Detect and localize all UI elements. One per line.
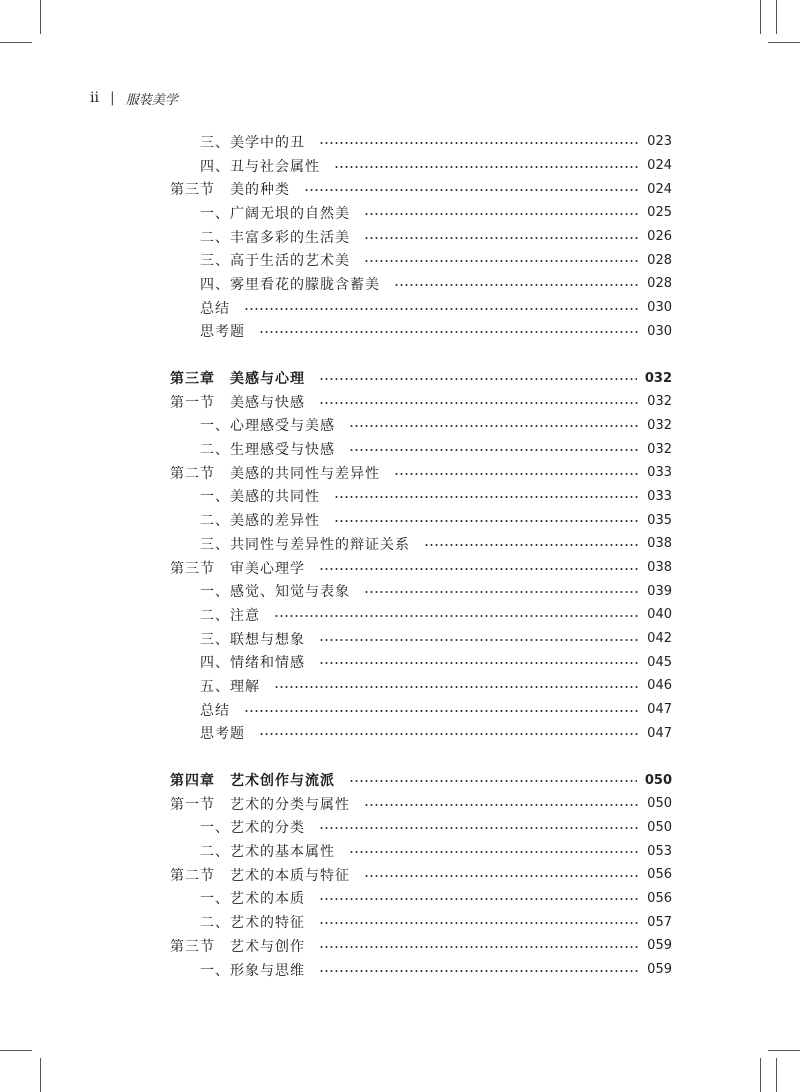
- toc-entry-title: 一、广阔无垠的自然美: [200, 205, 350, 222]
- dot-leader: [424, 544, 639, 546]
- toc-subsection-entry[interactable]: [170, 958, 672, 982]
- dot-leader: [319, 946, 639, 948]
- dot-leader: [349, 449, 639, 451]
- toc-subsection-entry[interactable]: [170, 485, 672, 509]
- dot-leader: [319, 898, 639, 900]
- dot-leader: [319, 142, 639, 144]
- toc-page-number: 032: [647, 441, 672, 457]
- toc-page-number: 047: [647, 725, 672, 741]
- toc-entry-title: 第三节 审美心理学: [170, 560, 305, 577]
- dot-leader: [319, 970, 639, 972]
- toc-entry-title: 思考题: [200, 324, 245, 341]
- toc-page-number: 053: [647, 843, 672, 859]
- dot-leader: [259, 331, 639, 333]
- toc-chapter-entry[interactable]: [170, 366, 672, 390]
- toc-section-entry[interactable]: [170, 556, 672, 580]
- toc-entry-title: 一、艺术的分类: [200, 820, 305, 837]
- dot-leader: [364, 213, 639, 215]
- toc-subsection-entry[interactable]: [170, 437, 672, 461]
- toc-entry-title: 一、感觉、知觉与表象: [200, 584, 350, 601]
- header-separator: |: [109, 90, 115, 106]
- toc-page-number: 032: [644, 370, 672, 386]
- crop-mark: [40, 1058, 41, 1092]
- dot-leader: [364, 591, 639, 593]
- toc-entry-title: 第四章 艺术创作与流派: [170, 773, 335, 790]
- toc-page-number: 057: [647, 914, 672, 930]
- table-of-contents: [170, 130, 672, 981]
- running-header: [90, 88, 178, 108]
- toc-chapter-entry[interactable]: [170, 768, 672, 792]
- toc-entry-title: 四、情绪和情感: [200, 655, 305, 672]
- dot-leader: [274, 686, 639, 688]
- toc-subsection-entry[interactable]: [170, 887, 672, 911]
- toc-page-number: 050: [644, 772, 672, 788]
- toc-entry-title: 三、联想与想象: [200, 631, 305, 648]
- toc-subsection-entry[interactable]: [170, 674, 672, 698]
- crop-mark: [768, 1050, 800, 1051]
- dot-leader: [274, 615, 639, 617]
- toc-entry-title: 三、高于生活的艺术美: [200, 253, 350, 270]
- toc-page-number: 046: [647, 678, 672, 694]
- toc-page-number: 047: [647, 702, 672, 718]
- toc-entry-title: 第一节 艺术的分类与属性: [170, 796, 350, 813]
- toc-subsection-entry[interactable]: [170, 627, 672, 651]
- toc-subsection-entry[interactable]: [170, 532, 672, 556]
- toc-entry-title: 五、理解: [200, 678, 260, 695]
- toc-subsection-entry[interactable]: [170, 320, 672, 344]
- dot-leader: [319, 378, 637, 380]
- toc-page-number: 038: [647, 536, 672, 552]
- toc-subsection-entry[interactable]: [170, 296, 672, 320]
- page-number: ii: [90, 90, 99, 106]
- toc-page-number: 039: [647, 583, 672, 599]
- crop-mark: [776, 0, 777, 34]
- dot-leader: [394, 284, 639, 286]
- toc-section-entry[interactable]: [170, 461, 672, 485]
- toc-section-entry[interactable]: [170, 177, 672, 201]
- dot-leader: [349, 780, 637, 782]
- crop-mark: [0, 1050, 32, 1051]
- dot-leader: [349, 425, 639, 427]
- toc-page-number: 056: [647, 890, 672, 906]
- toc-subsection-entry[interactable]: [170, 722, 672, 746]
- toc-entry-title: 第三章 美感与心理: [170, 371, 305, 388]
- dot-leader: [244, 308, 639, 310]
- toc-entry-title: 思考题: [200, 726, 245, 743]
- toc-entry-title: 一、艺术的本质: [200, 891, 305, 908]
- toc-subsection-entry[interactable]: [170, 816, 672, 840]
- dot-leader: [304, 189, 639, 191]
- dot-leader: [364, 260, 639, 262]
- toc-entry-title: 四、雾里看花的朦胧含蓄美: [200, 276, 380, 293]
- toc-subsection-entry[interactable]: [170, 508, 672, 532]
- toc-page-number: 040: [647, 607, 672, 623]
- toc-entry-title: 二、艺术的特征: [200, 915, 305, 932]
- crop-mark: [40, 0, 41, 34]
- crop-mark: [760, 1058, 761, 1092]
- toc-section-entry[interactable]: [170, 792, 672, 816]
- dot-leader: [244, 710, 639, 712]
- toc-entry-title: 四、丑与社会属性: [200, 158, 320, 175]
- toc-subsection-entry[interactable]: [170, 910, 672, 934]
- toc-page-number: 056: [647, 867, 672, 883]
- dot-leader: [334, 166, 639, 168]
- toc-entry-title: 二、生理感受与快感: [200, 442, 335, 459]
- toc-page-number: 024: [647, 181, 672, 197]
- toc-entry-title: 一、美感的共同性: [200, 489, 320, 506]
- toc-page-number: 028: [647, 276, 672, 292]
- toc-subsection-entry[interactable]: [170, 130, 672, 154]
- crop-mark: [0, 42, 32, 43]
- dot-leader: [259, 733, 639, 735]
- toc-page-number: 032: [647, 417, 672, 433]
- toc-page-number: 035: [647, 512, 672, 528]
- toc-subsection-entry[interactable]: [170, 225, 672, 249]
- dot-leader: [364, 804, 639, 806]
- toc-page-number: 024: [647, 158, 672, 174]
- toc-subsection-entry[interactable]: [170, 650, 672, 674]
- toc-entry-title: 二、注意: [200, 607, 260, 624]
- toc-entry-title: 一、形象与思维: [200, 962, 305, 979]
- toc-section-entry[interactable]: [170, 390, 672, 414]
- toc-subsection-entry[interactable]: [170, 272, 672, 296]
- toc-entry-title: 一、心理感受与美感: [200, 418, 335, 435]
- toc-page-number: 059: [647, 938, 672, 954]
- toc-entry-title: 二、美感的差异性: [200, 513, 320, 530]
- toc-section-entry[interactable]: [170, 934, 672, 958]
- crop-mark: [760, 0, 761, 34]
- dot-leader: [319, 568, 639, 570]
- toc-subsection-entry[interactable]: [170, 248, 672, 272]
- toc-page-number: 025: [647, 205, 672, 221]
- toc-page-number: 038: [647, 560, 672, 576]
- crop-mark: [768, 42, 800, 43]
- toc-page-number: 059: [647, 962, 672, 978]
- dot-leader: [364, 875, 639, 877]
- crop-mark: [776, 1058, 777, 1092]
- toc-entry-title: 二、艺术的基本属性: [200, 844, 335, 861]
- dot-leader: [319, 402, 639, 404]
- toc-entry-title: 第三节 美的种类: [170, 182, 290, 199]
- toc-page-number: 045: [647, 654, 672, 670]
- toc-subsection-entry[interactable]: [170, 154, 672, 178]
- toc-subsection-entry[interactable]: [170, 698, 672, 722]
- toc-page-number: 026: [647, 229, 672, 245]
- toc-subsection-entry[interactable]: [170, 603, 672, 627]
- toc-section-entry[interactable]: [170, 863, 672, 887]
- dot-leader: [364, 237, 639, 239]
- dot-leader: [334, 496, 639, 498]
- dot-leader: [319, 827, 639, 829]
- toc-entry-title: 总结: [200, 300, 230, 317]
- toc-entry-title: 第三节 艺术与创作: [170, 938, 305, 955]
- dot-leader: [319, 639, 639, 641]
- book-title: 服装美学: [125, 92, 178, 108]
- toc-entry-title: 三、共同性与差异性的辩证关系: [200, 536, 410, 553]
- toc-page-number: 050: [647, 796, 672, 812]
- toc-page-number: 030: [647, 300, 672, 316]
- toc-entry-title: 总结: [200, 702, 230, 719]
- toc-entry-title: 第二节 艺术的本质与特征: [170, 867, 350, 884]
- toc-page-number: 033: [647, 465, 672, 481]
- toc-entry-title: 二、丰富多彩的生活美: [200, 229, 350, 246]
- toc-page-number: 032: [647, 394, 672, 410]
- toc-page-number: 050: [647, 819, 672, 835]
- section-gap: [170, 745, 672, 768]
- section-gap: [170, 343, 672, 366]
- toc-page-number: 030: [647, 323, 672, 339]
- toc-page-number: 042: [647, 631, 672, 647]
- toc-page-number: 023: [647, 134, 672, 150]
- toc-entry-title: 第一节 美感与快感: [170, 394, 305, 411]
- toc-entry-title: 第二节 美感的共同性与差异性: [170, 465, 380, 482]
- toc-subsection-entry[interactable]: [170, 414, 672, 438]
- toc-entry-title: 三、美学中的丑: [200, 134, 305, 151]
- toc-subsection-entry[interactable]: [170, 201, 672, 225]
- dot-leader: [394, 473, 639, 475]
- dot-leader: [349, 851, 639, 853]
- toc-page-number: 028: [647, 252, 672, 268]
- dot-leader: [319, 662, 639, 664]
- dot-leader: [334, 520, 639, 522]
- dot-leader: [319, 922, 639, 924]
- toc-subsection-entry[interactable]: [170, 579, 672, 603]
- toc-subsection-entry[interactable]: [170, 839, 672, 863]
- toc-page-number: 033: [647, 488, 672, 504]
